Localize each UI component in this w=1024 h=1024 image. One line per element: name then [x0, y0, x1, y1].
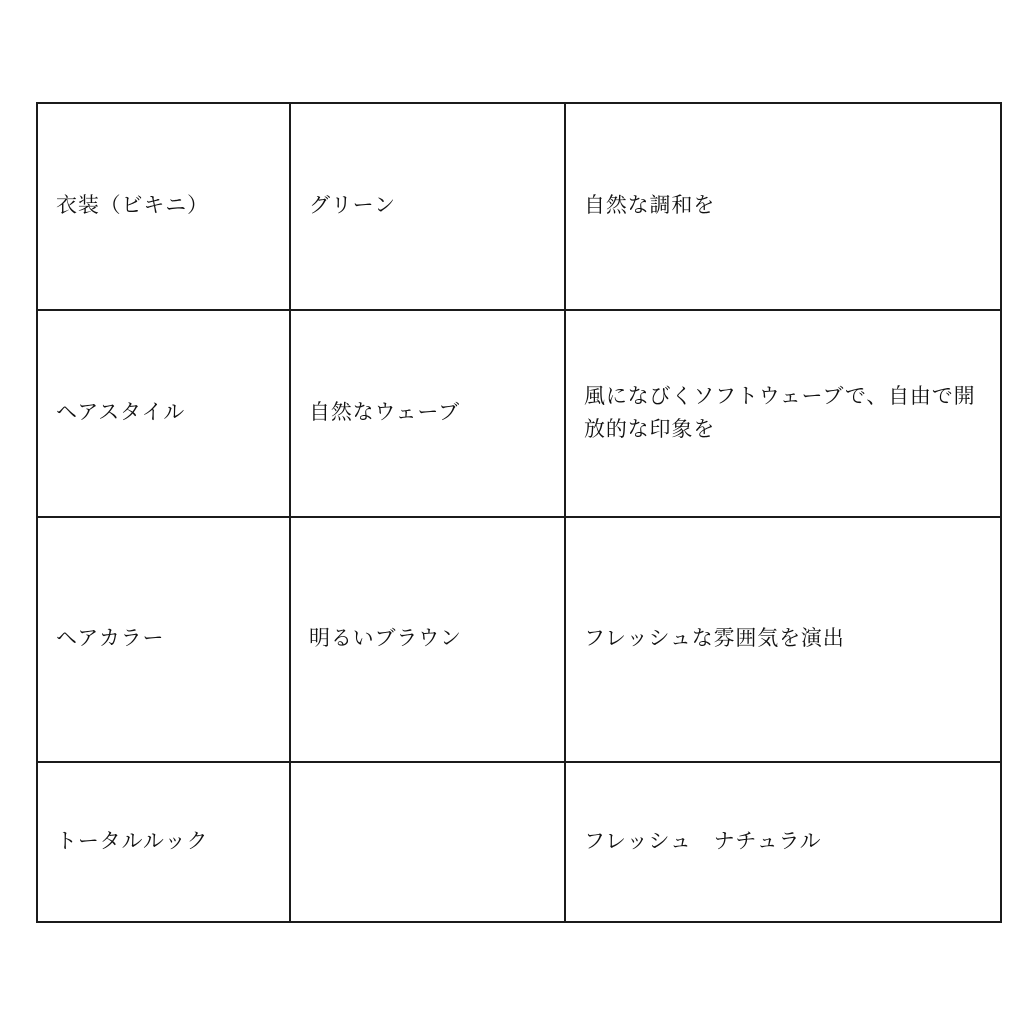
cell-text	[309, 842, 546, 843]
cell-text: トータルルック	[56, 829, 209, 853]
table-cell-value	[290, 310, 565, 517]
cell-text: グリーン	[309, 194, 396, 218]
table-cell-item	[37, 517, 290, 762]
table-cell-value	[290, 762, 565, 922]
cell-text: ヘアカラー	[56, 627, 165, 651]
table-row	[37, 310, 1001, 517]
table-row	[37, 517, 1001, 762]
table-cell-item	[37, 103, 290, 310]
cell-text: フレッシュ ナチュラル	[584, 829, 822, 853]
cell-text: 明るいブラウン	[309, 627, 462, 651]
table-cell-value	[290, 103, 565, 310]
table-row	[37, 762, 1001, 922]
cell-text: 自然な調和を	[584, 194, 716, 218]
cell-text: 自然なウェーブ	[309, 401, 460, 425]
cell-text: 風になびくソフトウェーブで、自由で開放的な印象を	[584, 384, 976, 441]
table-cell-note	[565, 762, 1001, 922]
table-cell-item	[37, 310, 290, 517]
table-cell-item	[37, 762, 290, 922]
spec-table	[36, 102, 1002, 923]
table-cell-value	[290, 517, 565, 762]
table-cell-note	[565, 517, 1001, 762]
table-row	[37, 103, 1001, 310]
spec-table-container	[36, 102, 1000, 923]
table-cell-note	[565, 103, 1001, 310]
table-cell-note	[565, 310, 1001, 517]
cell-text: フレッシュな雰囲気を演出	[584, 627, 845, 651]
cell-text: ヘアスタイル	[56, 401, 186, 425]
cell-text: 衣装（ビキニ）	[56, 194, 209, 218]
